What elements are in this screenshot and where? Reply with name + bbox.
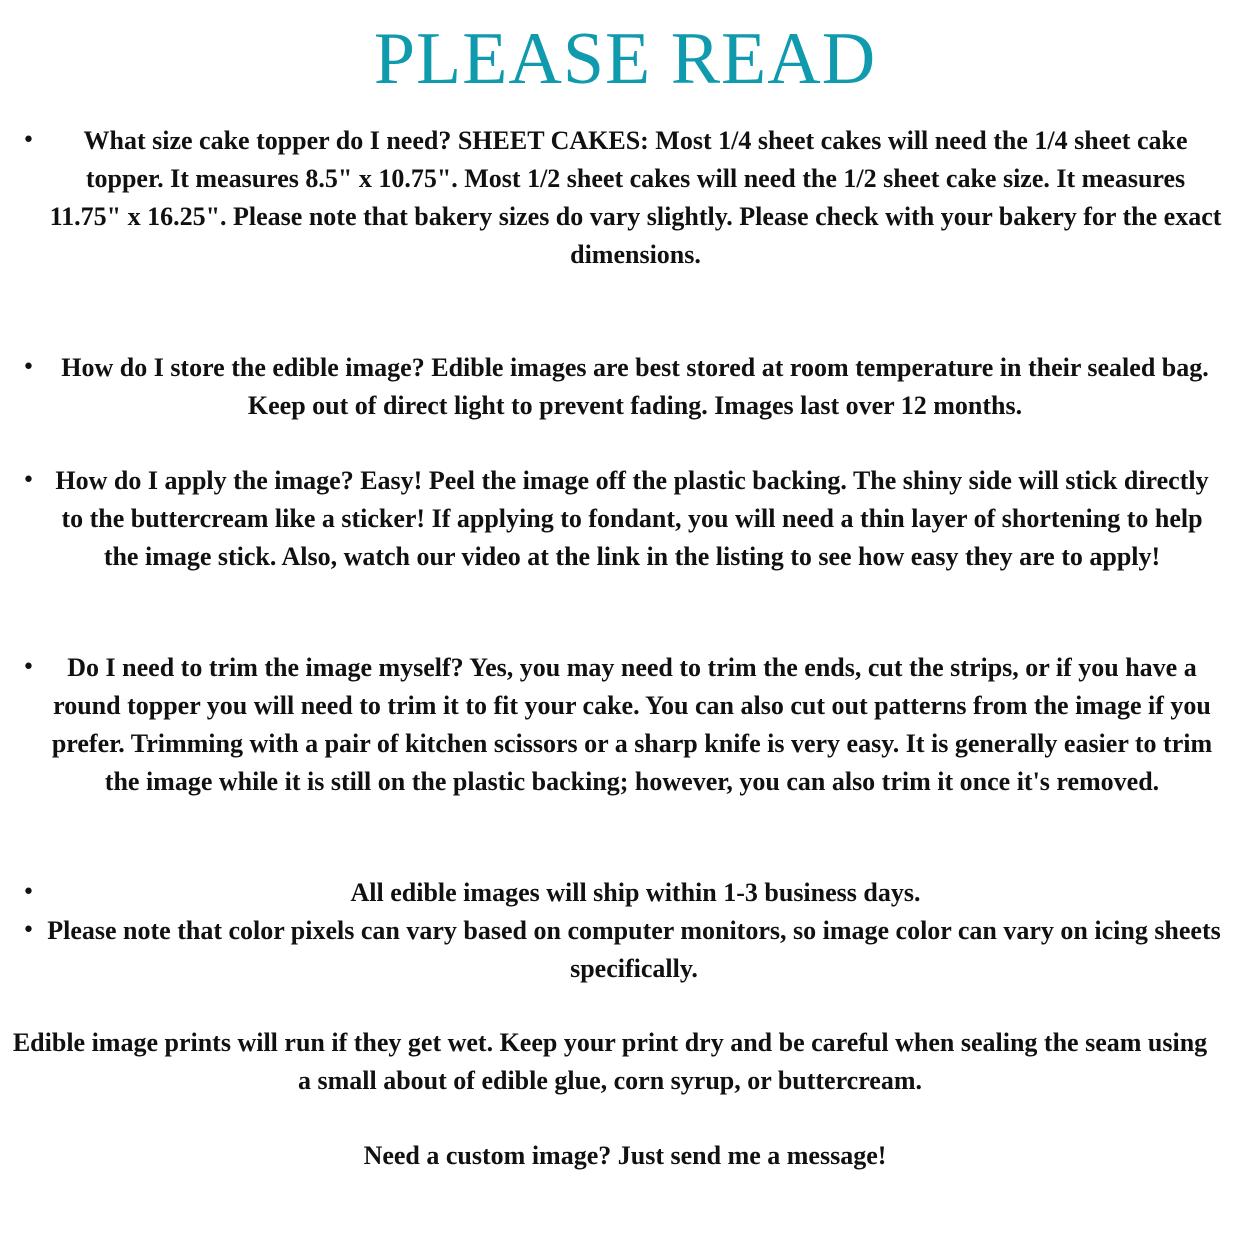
faq-item-apply: How do I apply the image? Easy! Peel the image off the plastic backing. The shiny side will stick directly to the buttercream like a sticker! If applying to fondant, you will need a thin layer of shortening to help the image stick. Also, watch our video at the link in the listing to see how easy they are to apply! [55,466,1209,571]
bullet-icon: • [22,918,35,943]
bullet-icon: • [22,355,35,380]
page-title: PLEASE READ [373,18,877,100]
faq-item-color: Please note that color pixels can vary based on computer monitors, so image color can vary on icing sheets specifically. [47,916,1221,983]
bullet-icon: • [22,128,35,153]
custom-image-note: Need a custom image? Just send me a message! [363,1141,887,1170]
faq-item-trim: Do I need to trim the image myself? Yes, you may need to trim the ends, cut the strips, or if you have a round topper you will need to trim it to fit your cake. You can also cut out patterns from the image if you prefer. Trimming with a pair of kitchen scissors or a sharp knife is very easy. It is generally easier to trim the image while it is still on the plastic backing; however, you can also trim it once it's removed. [51,653,1213,796]
wet-warning-text: Edible image prints will run if they get wet. Keep your print dry and be careful when sealing the seam using a small about of edible glue, corn syrup, or buttercream. [12,1028,1208,1095]
faq-item-shipping: All edible images will ship within 1-3 business days. [350,878,921,907]
bullet-icon: • [22,468,35,493]
bullet-icon: • [22,880,35,905]
bullet-icon: • [22,655,35,680]
faq-item-storage: How do I store the edible image? Edible images are best stored at room temperature in their sealed bag. Keep out of direct light to prevent fading. Images last over 12 months. [61,353,1209,420]
faq-item-topper-size: What size cake topper do I need? SHEET CAKES: Most 1/4 sheet cakes will need the 1/4 sheet cake topper. It measures 8.5" x 10.75". Most 1/2 sheet cakes will need the 1/2 sheet cake size. It measures 11.75" x 16.25". Please note that bakery sizes do vary slightly. Please check with your bakery for the exact dimensions. [49,126,1222,269]
